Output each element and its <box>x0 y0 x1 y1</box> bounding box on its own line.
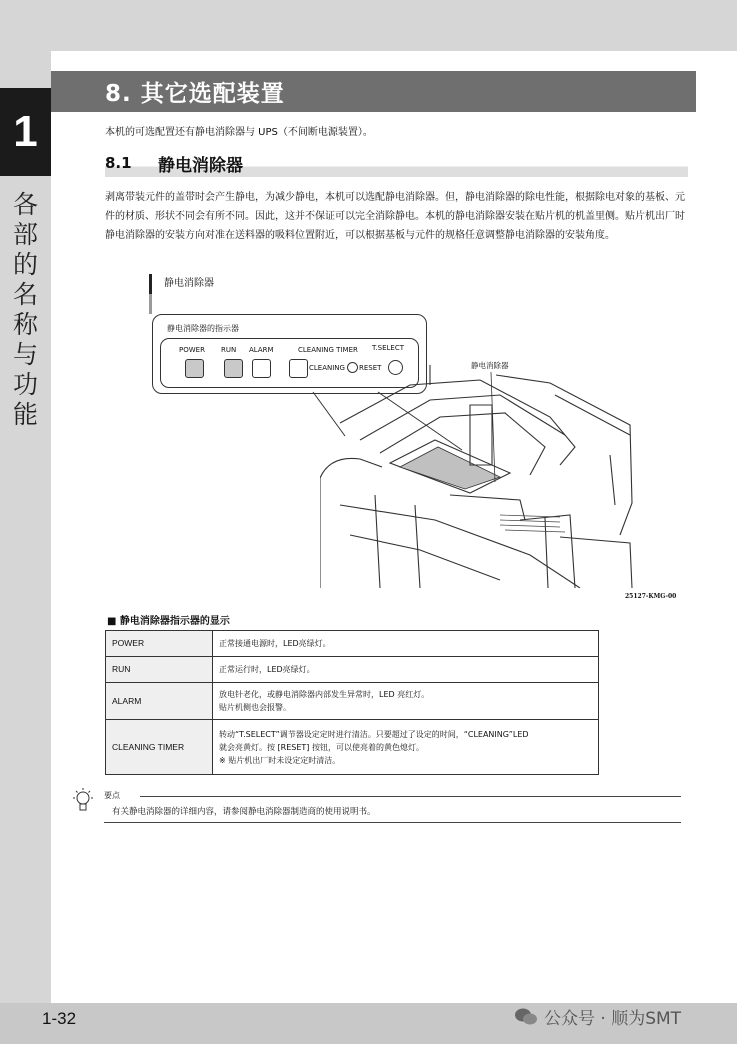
section-title: 静电消除器 <box>158 156 243 176</box>
figure-id: 25127-KMG-00 <box>625 593 677 600</box>
power-lamp <box>185 359 204 378</box>
table-row <box>106 657 599 683</box>
t-select-label: T.SELECT <box>372 344 405 352</box>
row-desc: 放电针老化，或静电消除器内部发生异常时，LED 亮红灯。 贴片机侧也会报警。 <box>213 683 599 720</box>
page-title: 8. 其它选配装置 <box>105 81 285 107</box>
intro-text: 本机的可选配置还有静电消除器与 UPS（不间断电源装置）。 <box>105 127 373 138</box>
section-heading <box>105 151 688 177</box>
figure-label: 静电消除器 <box>149 274 214 314</box>
row-key: CLEANING TIMER <box>106 720 213 775</box>
watermark <box>514 1004 681 1029</box>
body-paragraph: 剥离带装元件的盖带时会产生静电，为减少静电，本机可以选配静电消除器。但，静电消除器的除电性能，根据除电对象的基板、元件的材质、形状不同会有所不同。因此，这并不保证可以完全消除静电。本机的静电消除器安装在贴片机的机盖里侧。贴片机出厂时静电消除器的安装方向对准在送料器的吸料位置附近，可以根据基板与元件的规格任意调整静电消除器的安装角度。 <box>105 192 685 241</box>
power-label: POWER <box>179 346 205 354</box>
table-row <box>106 720 599 775</box>
tip-text: 有关静电消除器的详细内容，请参阅静电消除器制造商的使用说明书。 <box>112 807 376 817</box>
indicator-title: 静电消除器的指示器 <box>167 324 239 333</box>
row-desc: 正常接通电源时，LED亮绿灯。 <box>213 631 599 657</box>
alarm-lamp <box>252 359 271 378</box>
lightbulb-icon <box>68 787 98 817</box>
chapter-number: 1 <box>0 88 51 176</box>
row-key: RUN <box>106 657 213 683</box>
alarm-label: ALARM <box>249 346 274 354</box>
indicator-table <box>105 630 599 775</box>
cleaning-lamp <box>289 359 308 378</box>
wechat-icon <box>514 1007 538 1027</box>
tip-label: 要点 <box>104 791 120 800</box>
page-number: 1-32 <box>42 1009 77 1028</box>
tip-top-rule <box>140 796 681 797</box>
row-key: ALARM <box>106 683 213 720</box>
watermark-text: 公众号 · 顺为SMT <box>544 1009 682 1029</box>
chapter-title: 各 部 的 名 称 与 功 能 <box>12 190 38 429</box>
tip-bottom-rule <box>104 822 681 823</box>
row-desc: 转动“T.SELECT”调节器设定定时进行清洁。只要超过了设定的时间，“CLEANING”LED 就会亮黄灯。按 [RESET] 按钮，可以使亮着的黄色熄灯。 ※ 贴片机出厂时未设定定时清洁。 <box>213 720 599 775</box>
table-row <box>106 631 599 657</box>
machine-illustration <box>320 355 635 588</box>
page-title-bar <box>51 71 696 112</box>
section-number: 8.1 <box>105 154 132 172</box>
cleaning-label: CLEANING <box>309 364 345 372</box>
run-lamp <box>224 359 243 378</box>
eliminator-callout-label: 静电消除器 <box>471 361 509 370</box>
run-label: RUN <box>221 346 237 354</box>
row-key: POWER <box>106 631 213 657</box>
table-row <box>106 683 599 720</box>
tip-note <box>68 787 683 827</box>
table-heading: ■ 静电消除器指示器的显示 <box>107 616 230 627</box>
reset-label: RESET <box>359 364 382 372</box>
row-desc: 正常运行时，LED亮绿灯。 <box>213 657 599 683</box>
cleaning-timer-label: CLEANING TIMER <box>298 346 358 354</box>
